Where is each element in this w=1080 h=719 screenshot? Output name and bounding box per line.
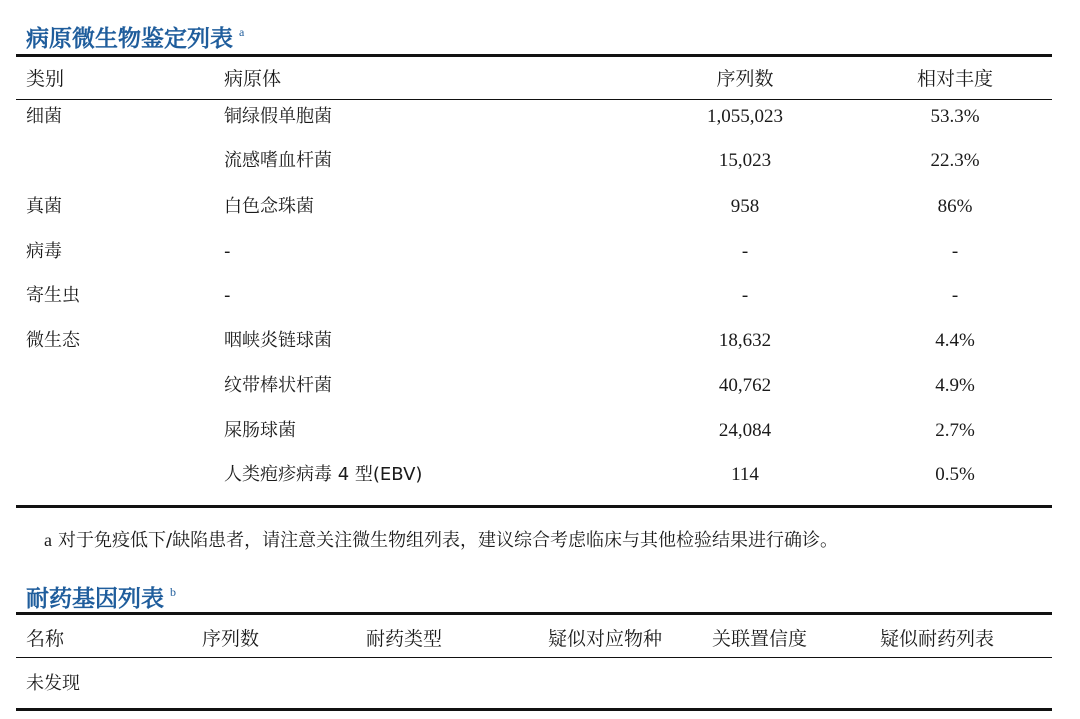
header-abundance: 相对丰度 bbox=[916, 68, 994, 90]
row-category: 寄生虫 bbox=[26, 285, 80, 306]
row-reads: 18,632 bbox=[718, 330, 772, 351]
row-abundance: 4.9% bbox=[935, 375, 975, 396]
row-pathogen: - bbox=[224, 241, 231, 262]
row-category: 病毒 bbox=[26, 241, 62, 262]
pathogen-table-header-rule bbox=[16, 99, 1052, 100]
row-abundance: 2.7% bbox=[935, 420, 975, 441]
pathogen-table-bottom-rule bbox=[16, 505, 1052, 508]
header-species: 疑似对应物种 bbox=[548, 628, 663, 650]
footnote-text: 对于免疫低下/缺陷患者，请注意关注微生物组列表，建议综合考虑临床与其他检验结果进行确诊。 bbox=[58, 530, 839, 551]
header-drugs: 疑似耐药列表 bbox=[880, 628, 995, 650]
row-abundance: 0.5% bbox=[935, 464, 975, 485]
row-reads: 958 bbox=[730, 196, 760, 217]
row-reads: - bbox=[741, 241, 749, 262]
header-gene-reads: 序列数 bbox=[202, 628, 260, 650]
resistance-table-title bbox=[26, 580, 176, 613]
row-category: 微生态 bbox=[26, 330, 80, 351]
row-pathogen: 流感嗜血杆菌 bbox=[224, 150, 332, 171]
pathogen-table-note-mark: a bbox=[239, 25, 245, 39]
row-pathogen: 纹带棒状杆菌 bbox=[224, 375, 332, 396]
footnote-mark: a bbox=[44, 530, 52, 550]
row-pathogen: 人类疱疹病毒 4 型(EBV) bbox=[224, 464, 423, 485]
row-reads: 40,762 bbox=[718, 375, 772, 396]
row-pathogen: 咽峡炎链球菌 bbox=[224, 330, 332, 351]
resistance-table-bottom-rule bbox=[16, 708, 1052, 711]
row-abundance: 22.3% bbox=[930, 150, 980, 171]
header-name: 名称 bbox=[26, 628, 65, 650]
pathogen-table-title bbox=[26, 20, 244, 53]
row-pathogen: 白色念珠菌 bbox=[224, 196, 314, 217]
row-pathogen: - bbox=[224, 285, 231, 306]
row-abundance: - bbox=[951, 285, 959, 306]
row-abundance: - bbox=[951, 241, 959, 262]
resistance-table-top-rule bbox=[16, 612, 1052, 615]
row-category: 细菌 bbox=[26, 106, 62, 127]
row-reads: 114 bbox=[731, 464, 759, 485]
pathogen-table-title-text: 病原微生物鉴定列表 bbox=[26, 26, 233, 52]
pathogen-table-top-rule bbox=[16, 54, 1052, 57]
row-reads: 24,084 bbox=[718, 420, 772, 441]
header-reads: 序列数 bbox=[716, 68, 774, 90]
row-abundance: 53.3% bbox=[930, 106, 980, 127]
row-pathogen: 屎肠球菌 bbox=[224, 420, 296, 441]
resistance-table-note-mark: b bbox=[170, 585, 176, 599]
row-category: 真菌 bbox=[26, 196, 62, 217]
row-reads: - bbox=[741, 285, 749, 306]
resistance-table-title-text: 耐药基因列表 bbox=[26, 586, 164, 612]
pathogen-table-footnote bbox=[44, 527, 838, 554]
resistance-table-header-rule bbox=[16, 657, 1052, 658]
header-pathogen: 病原体 bbox=[224, 68, 282, 90]
row-abundance: 4.4% bbox=[935, 330, 975, 351]
row-pathogen: 铜绿假单胞菌 bbox=[224, 106, 332, 127]
resistance-empty-row: 未发现 bbox=[26, 673, 80, 694]
header-resistance-type: 耐药类型 bbox=[366, 628, 443, 650]
row-reads: 1,055,023 bbox=[707, 106, 783, 127]
header-category: 类别 bbox=[26, 68, 65, 90]
row-reads: 15,023 bbox=[718, 150, 772, 171]
row-abundance: 86% bbox=[937, 196, 973, 217]
header-confidence: 关联置信度 bbox=[712, 628, 808, 650]
